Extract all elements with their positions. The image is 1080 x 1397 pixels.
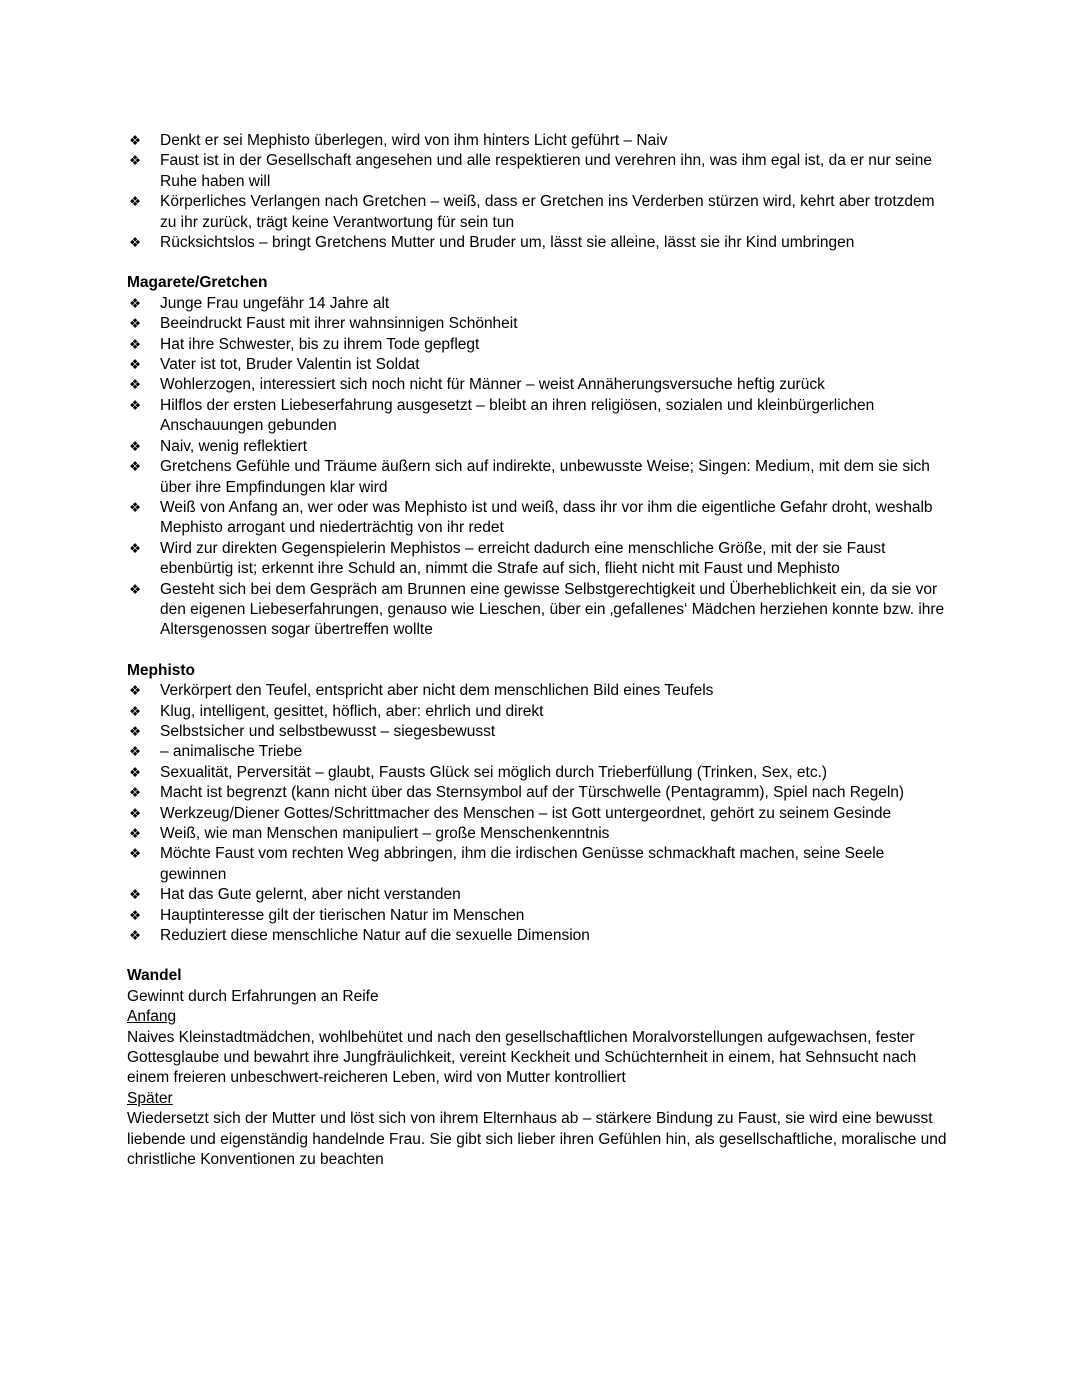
list-item xyxy=(127,906,953,926)
bullet-text: Verkörpert den Teufel, entspricht aber nicht dem menschlichen Bild eines Teufels xyxy=(160,682,714,700)
list-item xyxy=(127,885,953,905)
diamond-bullet-icon: ❖ xyxy=(129,540,142,557)
bullet-text: Denkt er sei Mephisto überlegen, wird von ihm hinters Licht geführt – Naiv xyxy=(160,132,668,149)
list-item xyxy=(127,681,953,701)
diamond-bullet-icon: ❖ xyxy=(129,907,142,924)
diamond-bullet-icon: ❖ xyxy=(129,744,142,761)
list-item xyxy=(127,131,953,151)
bullet-text: Vater ist tot, Bruder Valentin ist Soldat xyxy=(160,356,420,374)
section-heading-wandel: Wandel xyxy=(127,967,182,985)
wandel-intro: Gewinnt durch Erfahrungen an Reife xyxy=(127,987,379,1005)
bullet-text: Hauptinteresse gilt der tierischen Natur im Menschen xyxy=(160,906,525,924)
list-item xyxy=(127,783,953,803)
diamond-bullet-icon: ❖ xyxy=(129,723,142,740)
list-item xyxy=(127,702,953,722)
wandel-label-spaeter: Später xyxy=(127,1089,173,1107)
bullet-text: Sexualität, Perversität – glaubt, Fausts Glück sei möglich durch Trieberfüllung (Trinken, Sex, etc.) xyxy=(160,763,828,781)
wandel-paragraph-anfang: Naives Kleinstadtmädchen, wohlbehütet und nach den gesellschaftlichen Moralvorstellungen aufgewachsen, fester Gottesglaube und bewahrt ihre Jungfräulichkeit, vereint Keckheit und Schüchternheit in einem, hat Sehnsucht nach einem freieren unbeschwert-reicheren Leben, wird von Mutter kontrolliert xyxy=(127,1028,917,1087)
diamond-bullet-icon: ❖ xyxy=(129,377,142,394)
diamond-bullet-icon: ❖ xyxy=(129,499,142,516)
list-item xyxy=(127,457,953,498)
diamond-bullet-icon: ❖ xyxy=(129,357,142,374)
bullet-text: Hat ihre Schwester, bis zu ihrem Tode gepflegt xyxy=(160,335,480,353)
list-item xyxy=(127,844,953,885)
wandel-paragraph-spaeter: Wiedersetzt sich der Mutter und löst sich von ihrem Elternhaus ab – stärkere Bindung zu Faust, sie wird eine bewusst liebende und eigenständig handelnde Frau. Sie gibt sich lieber ihren Gefühlen hin, als gesellschaftliche, moralische und christliche Konventionen zu beachten xyxy=(127,1110,947,1169)
list-item xyxy=(127,192,953,233)
list-item xyxy=(127,335,953,355)
bullet-text: – animalische Triebe xyxy=(160,743,303,761)
section-heading-gretchen: Magarete/Gretchen xyxy=(127,274,268,292)
list-item xyxy=(127,233,953,253)
bullet-text: Hat das Gute gelernt, aber nicht verstanden xyxy=(160,886,461,904)
bullet-text: Gesteht sich bei dem Gespräch am Brunnen eine gewisse Selbstgerechtigkeit und Überheblichkeit ein, da sie vor den eigenen Liebeserfahrungen, genauso wie Lieschen, über ein ‚gefallenes‘ Mädchen herziehen konnte bzw. ihre Altersgenossen sogar übertreffen wollte xyxy=(160,580,945,639)
diamond-bullet-icon: ❖ xyxy=(129,826,142,842)
diamond-bullet-icon: ❖ xyxy=(129,459,142,476)
bullet-text: Gretchens Gefühle und Träume äußern sich auf indirekte, unbewusste Weise; Singen: Medium, mit dem sie sich über ihre Empfindungen klar wird xyxy=(160,458,930,496)
bullet-text: Naiv, wenig reflektiert xyxy=(160,437,308,455)
list-item xyxy=(127,355,953,375)
list-item xyxy=(127,294,953,314)
bullet-text: Reduziert diese menschliche Natur auf die sexuelle Dimension xyxy=(160,927,590,945)
list-item xyxy=(127,824,953,844)
section-heading-mephisto: Mephisto xyxy=(127,661,196,679)
mephisto-traits-list xyxy=(127,681,953,946)
bullet-text: Weiß von Anfang an, wer oder was Mephisto ist und weiß, dass ihr vor ihm die eigentliche Gefahr droht, weshalb Mephisto arrogant und niederträchtig von ihr redet xyxy=(160,498,933,537)
bullet-text: Macht ist begrenzt (kann nicht über das Sternsymbol auf der Türschwelle (Pentagramm), Spiel nach Regeln) xyxy=(160,784,905,802)
list-item xyxy=(127,375,953,395)
diamond-bullet-icon: ❖ xyxy=(129,805,142,822)
diamond-bullet-icon: ❖ xyxy=(129,438,142,455)
diamond-bullet-icon: ❖ xyxy=(129,194,142,211)
list-item xyxy=(127,539,953,580)
list-item xyxy=(127,722,953,742)
list-item xyxy=(127,580,953,641)
bullet-text: Selbstsicher und selbstbewusst – siegesbewusst xyxy=(160,722,496,740)
diamond-bullet-icon: ❖ xyxy=(129,785,142,802)
bullet-text: Möchte Faust vom rechten Weg abbringen, ihm die irdischen Genüsse schmackhaft machen, seine Seele gewinnen xyxy=(160,845,885,883)
bullet-text: Wird zur direkten Gegenspielerin Mephistos – erreicht dadurch eine menschliche Größe, mit der sie Faust ebenbürtig ist; erkennt ihre Schuld an, nimmt die Strafe auf sich, flieht nicht mit Faust und Mephisto xyxy=(160,539,886,578)
list-item xyxy=(127,314,953,334)
list-item xyxy=(127,498,953,539)
diamond-bullet-icon: ❖ xyxy=(129,235,142,252)
diamond-bullet-icon: ❖ xyxy=(129,764,142,781)
diamond-bullet-icon: ❖ xyxy=(129,295,142,312)
diamond-bullet-icon: ❖ xyxy=(129,703,142,720)
diamond-bullet-icon: ❖ xyxy=(129,153,142,170)
bullet-text: Werkzeug/Diener Gottes/Schrittmacher des Menschen – ist Gott untergeordnet, gehört zu seinem Gesinde xyxy=(160,804,892,822)
bullet-text: Junge Frau ungefähr 14 Jahre alt xyxy=(160,294,390,312)
list-item xyxy=(127,742,953,762)
wandel-label-anfang: Anfang xyxy=(127,1008,177,1026)
list-item xyxy=(127,437,953,457)
diamond-bullet-icon: ❖ xyxy=(129,397,142,414)
bullet-text: Körperliches Verlangen nach Gretchen – weiß, dass er Gretchen ins Verderben stürzen wird, kehrt aber trotzdem zu ihr zurück, trägt keine Verantwortung für sein tun xyxy=(160,193,935,231)
faust-traits-list xyxy=(127,131,953,253)
diamond-bullet-icon: ❖ xyxy=(129,336,142,353)
bullet-text: Klug, intelligent, gesittet, höflich, aber: ehrlich und direkt xyxy=(160,702,544,720)
diamond-bullet-icon: ❖ xyxy=(129,887,142,904)
bullet-text: Faust ist in der Gesellschaft angesehen und alle respektieren und verehren ihn, was ihm egal ist, da er nur seine Ruhe haben will xyxy=(160,152,932,190)
bullet-text: Rücksichtslos – bringt Gretchens Mutter und Bruder um, lässt sie alleine, lässt sie ihr Kind umbringen xyxy=(160,234,855,252)
bullet-text: Wohlerzogen, interessiert sich noch nicht für Männer – weist Annäherungsversuche heftig zurück xyxy=(160,376,825,394)
diamond-bullet-icon: ❖ xyxy=(129,581,142,598)
list-item xyxy=(127,151,953,192)
list-item xyxy=(127,804,953,824)
list-item xyxy=(127,396,953,437)
bullet-text: Beeindruckt Faust mit ihrer wahnsinnigen Schönheit xyxy=(160,315,518,333)
diamond-bullet-icon: ❖ xyxy=(129,683,142,700)
gretchen-traits-list xyxy=(127,294,953,641)
bullet-text: Weiß, wie man Menschen manipuliert – große Menschenkenntnis xyxy=(160,825,610,842)
bullet-text: Hilflos der ersten Liebeserfahrung ausgesetzt – bleibt an ihren religiösen, sozialen und kleinbürgerlichen Anschauungen gebunden xyxy=(160,396,875,435)
list-item xyxy=(127,763,953,783)
diamond-bullet-icon: ❖ xyxy=(129,133,142,149)
diamond-bullet-icon: ❖ xyxy=(129,928,142,945)
diamond-bullet-icon: ❖ xyxy=(129,846,142,863)
list-item xyxy=(127,926,953,946)
diamond-bullet-icon: ❖ xyxy=(129,316,142,333)
